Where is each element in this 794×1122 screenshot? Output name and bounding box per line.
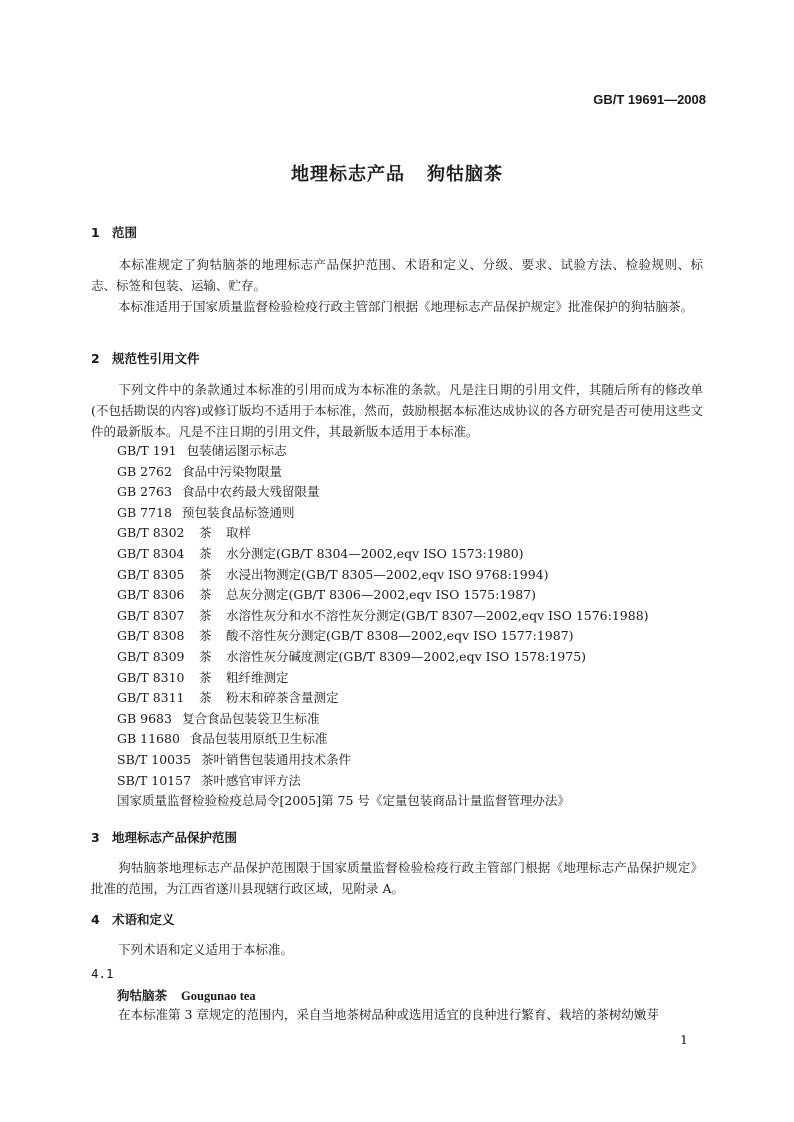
page-number: 1 — [680, 1032, 688, 1047]
section-3-paragraph-1: 狗牯脑茶地理标志产品保护范围限于国家质量监督检验检疫行政主管部门根据《地理标志产品保护规定》批准的范围，为江西省遂川县现辖行政区域，见附录 A。 — [91, 860, 703, 896]
reference-item: GB/T 8307 茶 水溶性灰分和水不溶性灰分测定(GB/T 8307—2002,eqv ISO 1576:1988) — [117, 607, 649, 623]
reference-item: GB/T 8310 茶 粗纤维测定 — [117, 669, 289, 685]
title-part-2: 狗牯脑茶 — [427, 164, 503, 185]
reference-item: GB 2762 食品中污染物限量 — [117, 463, 282, 479]
section-1-heading: 1 范围 — [91, 225, 138, 240]
section-2-paragraph-1: 下列文件中的条款通过本标准的引用而成为本标准的条款。凡是注日期的引用文件，其随后所有的修改单(不包括勘误的内容)或修订版均不适用于本标准，然而，鼓励根据本标准达成协议的各方研究是否可使用这些文件的最新版本。凡是不注日期的引用文件，其最新版本适用于本标准。 — [91, 382, 703, 439]
term-chinese: 狗牯脑茶 — [117, 988, 168, 1003]
term-heading — [117, 986, 256, 1004]
clause-number: 4.1 — [91, 966, 114, 981]
reference-item: GB/T 8302 茶 取样 — [117, 525, 252, 541]
section-2-heading: 2 规范性引用文件 — [91, 351, 200, 366]
term-definition: 在本标准第 3 章规定的范围内，采自当地茶树品种或选用适宜的良种进行繁育、栽培的茶树幼嫩芽 — [118, 1007, 659, 1022]
reference-item: GB 9683 复合食品包装袋卫生标准 — [117, 710, 320, 726]
reference-item: GB 11680 食品包装用原纸卫生标准 — [117, 731, 328, 747]
reference-item: SB/T 10157 茶叶感官审评方法 — [117, 772, 302, 788]
reference-item: GB 2763 食品中农药最大残留限量 — [117, 484, 320, 500]
section-1-paragraph-1: 本标准规定了狗牯脑茶的地理标志产品保护范围、术语和定义、分级、要求、试验方法、检验规则、标志、标签和包装、运输、贮存。 — [91, 257, 703, 293]
reference-item: SB/T 10035 茶叶销售包装通用技术条件 — [117, 751, 352, 767]
reference-list — [117, 441, 649, 812]
page-title — [0, 160, 794, 186]
reference-item: GB/T 8305 茶 水浸出物测定(GB/T 8305—2002,eqv ISO 9768:1994) — [117, 566, 549, 582]
standard-number: GB/T 19691—2008 — [593, 92, 706, 107]
reference-item: GB/T 8304 茶 水分测定(GB/T 8304—2002,eqv ISO 1573:1980) — [117, 545, 524, 561]
reference-item: GB 7718 预包装食品标签通则 — [117, 504, 295, 520]
section-1-paragraph-2: 本标准适用于国家质量监督检验检疫行政主管部门根据《地理标志产品保护规定》批准保护的狗牯脑茶。 — [118, 299, 694, 314]
reference-item: 国家质量监督检验检疫总局令[2005]第 75 号《定量包装商品计量监督管理办法》 — [117, 793, 570, 809]
section-4-paragraph-1: 下列术语和定义适用于本标准。 — [118, 942, 294, 957]
reference-item: GB/T 8311 茶 粉末和碎茶含量测定 — [117, 690, 339, 706]
section-4-heading: 4 术语和定义 — [91, 912, 175, 927]
reference-item: GB/T 8306 茶 总灰分测定(GB/T 8306—2002,eqv ISO 1575:1987) — [117, 587, 537, 603]
title-part-1: 地理标志产品 — [291, 164, 405, 185]
reference-item: GB/T 8308 茶 酸不溶性灰分测定(GB/T 8308—2002,eqv ISO 1577:1987) — [117, 628, 574, 644]
reference-item: GB/T 191 包装储运图示标志 — [117, 443, 287, 458]
term-english: Gougunao tea — [181, 989, 256, 1003]
reference-item: GB/T 8309 茶 水溶性灰分碱度测定(GB/T 8309—2002,eqv ISO 1578:1975) — [117, 648, 587, 664]
section-3-heading: 3 地理标志产品保护范围 — [91, 830, 238, 845]
